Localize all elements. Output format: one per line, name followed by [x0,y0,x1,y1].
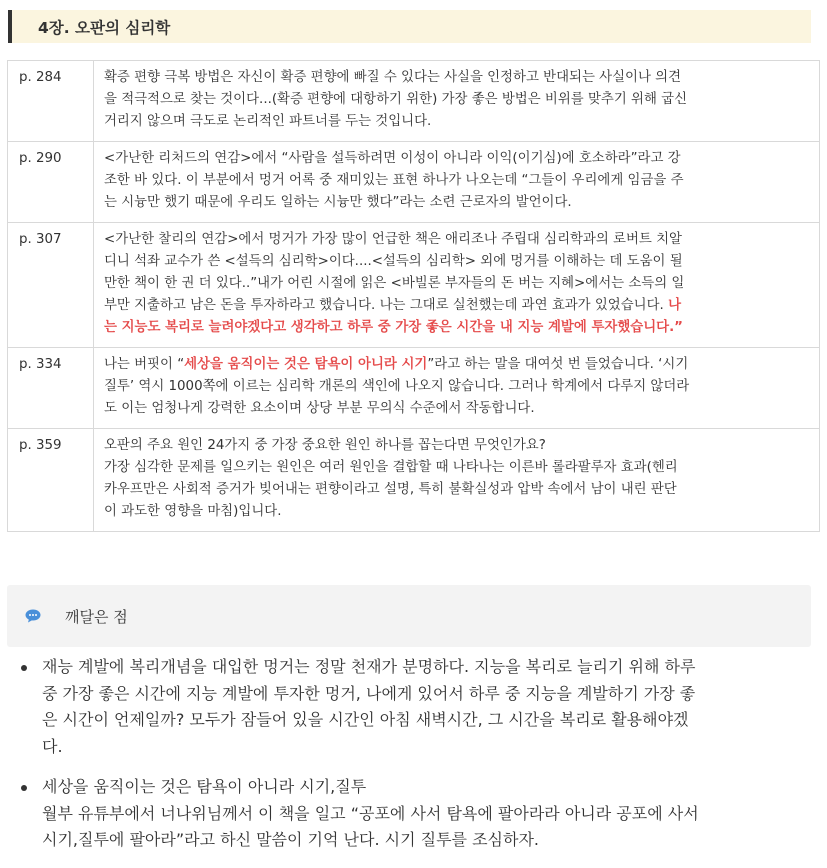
table-row [8,348,820,429]
table-row [8,142,820,223]
bullet-icon [21,785,27,791]
notes-list [18,654,818,868]
table-row [8,223,820,348]
page-number: p. 284 [8,61,94,142]
quote-text: 나는 버핏이 “세상을 움직이는 것은 탐욕이 아니라 시기”라고 하는 말을 대여섯 번 들었습니다. ‘시기 질투’ 역시 1000쪽에 이르는 심리학 개론의 색인에 나오지 않습니다. 그러나 학계에서 다루지 않더라 도 이는 엄청나게 강력한 요소이며 상당 부분 무의식 수준에서 작동합니다. [94,348,820,429]
highlighted-quote: 세상을 움직이는 것은 탐욕이 아니라 시기 [184,357,428,372]
highlighted-quote: 나 [668,298,682,313]
highlighted-quote: 는 지능도 복리로 늘려야겠다고 생각하고 하루 중 가장 좋은 시간을 내 지능 계발에 투자했습니다.” [104,320,683,335]
table-row [8,429,820,532]
list-item: 세상을 움직이는 것은 탐욕이 아니라 시기,질투 월부 유튜부에서 너나위님께서 이 책을 일고 “공포에 사서 탐욕에 팔아라라 아니라 공포에 사서 시기,질투에 팔아라”라고 하신 말씀이 기억 난다. 시기 질투를 조심하자. [18,774,818,854]
quote-text: <가난한 리처드의 연감>에서 “사람을 설득하려면 이성이 아니라 이익(이기심)에 호소하라”라고 강 조한 바 있다. 이 부분에서 멍거 어록 중 재미있는 표현 하나가 나오는데 “그들이 우리에게 임금을 주 는 시늉만 했기 때문에 우리도 일하는 시늉만 했다”라는 소련 근로자의 발언이다. [94,142,820,223]
speech-bubble-icon [25,609,41,623]
realization-title: 깨달은 점 [65,608,128,626]
quote-text: 오판의 주요 원인 24가지 중 가장 중요한 원인 하나를 꼽는다면 무엇인가요? 가장 심각한 문제를 일으키는 원인은 여러 원인을 결합할 때 나타나는 이른바 롤라팔루자 효과(헨리 카우프만은 사회적 증거가 빚어내는 편향이라고 설명, 특히 불확실성과 압박 속에서 남이 내린 판단 이 과도한 영향을 마침)입니다. [94,429,820,532]
bullet-icon [21,665,27,671]
quote-text: 확증 편향 극복 방법은 자신이 확증 편향에 빠질 수 있다는 사실을 인정하고 반대되는 사실이나 의견 을 적극적으로 찾는 것이다...(확증 편향에 대항하기 위한) 가장 좋은 방법은 비위를 맞추기 위해 굽신 거리지 않으며 극도로 논리적인 파트너를 두는 것입니다. [94,61,820,142]
realization-box [7,585,811,647]
table-row [8,61,820,142]
page-number: p. 307 [8,223,94,348]
chapter-title: 4장. 오판의 심리학 [8,10,811,43]
page-number: p. 334 [8,348,94,429]
list-item: 재능 계발에 복리개념을 대입한 멍거는 정말 천재가 분명하다. 지능을 복리로 늘리기 위해 하루 중 가장 좋은 시간에 지능 계발에 투자한 멍거, 나에게 있어서 하루 중 지능을 계발하기 가장 좋 은 시간이 언제일까? 모두가 잠들어 있을 시간인 아침 새벽시간, 그 시간을 복리로 활용해야겠 다. [18,654,818,760]
page-number: p. 359 [8,429,94,532]
quote-text: <가난한 찰리의 연감>에서 멍거가 가장 많이 언급한 책은 애리조나 주립대 심리학과의 로버트 치알 디니 석좌 교수가 쓴 <설득의 심리학>이다....<설득의 심리학> 외에 멍거를 이해하는 데 도움이 될 만한 책이 한 권 더 있다..”내가 어린 시절에 읽은 <바빌론 부자들의 돈 버는 지혜>에서는 소득의 일 부만 지출하고 남은 돈을 투자하라고 했습니다. 나는 그대로 실천했는데 과연 효과가 있었습니다. 나 는 지능도 복리로 늘려야겠다고 생각하고 하루 중 가장 좋은 시간을 내 지능 계발에 투자했습니다.” [94,223,820,348]
page-number: p. 290 [8,142,94,223]
quotes-table [7,60,820,532]
